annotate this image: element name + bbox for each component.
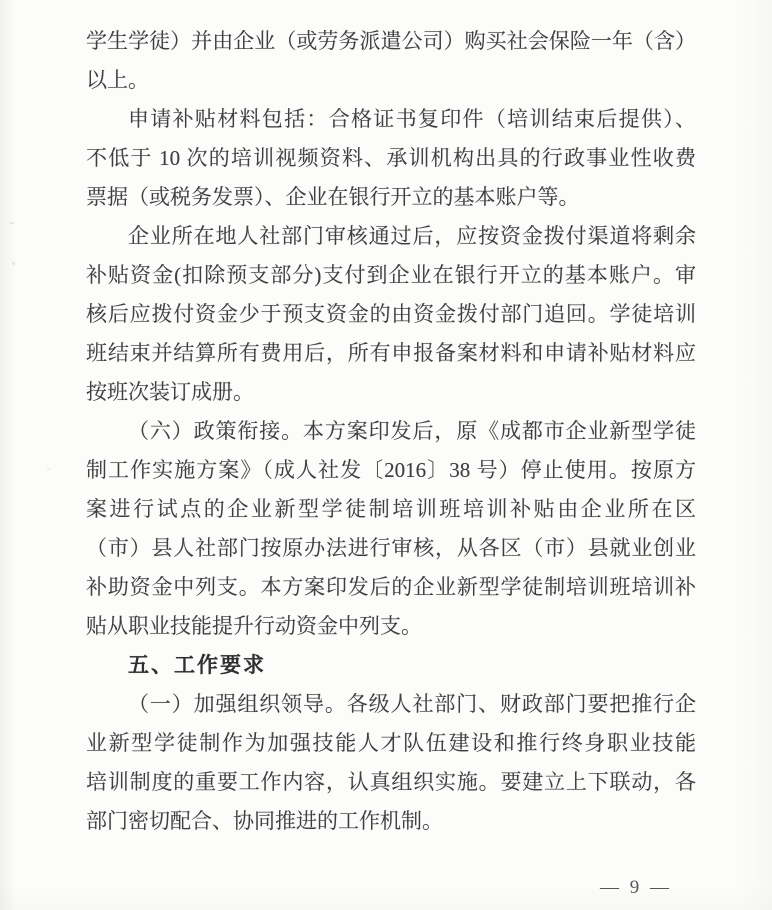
text-line: 补助资金中列支。本方案印发后的企业新型学徒制培训班培训补	[86, 575, 696, 599]
document-body	[86, 22, 696, 841]
text-line: 补贴资金(扣除预支部分)支付到企业在银行开立的基本账户。审	[86, 263, 696, 287]
text-line: （一）加强组织领导。各级人社部门、财政部门要把推行企	[128, 692, 696, 716]
text-line: 企业所在地人社部门审核通过后，应按资金拨付渠道将剩余	[128, 224, 696, 248]
text-line: （六）政策衔接。本方案印发后，原《成都市企业新型学徒	[128, 419, 696, 443]
page-number: — 9 —	[600, 877, 672, 898]
text-line: 班结束并结算所有费用后，所有申报备案材料和申请补贴材料应	[86, 341, 696, 365]
text-line: 不低于 10 次的培训视频资料、承训机构出具的行政事业性收费	[86, 146, 696, 170]
text-line: 制工作实施方案》（成人社发〔2016〕38 号）停止使用。按原方	[86, 458, 696, 482]
text-line: 票据（或税务发票）、企业在银行开立的基本账户等。	[86, 185, 580, 209]
text-line: 申请补贴材料包括：合格证书复印件（培训结束后提供）、	[128, 107, 696, 131]
scan-speck	[47, 468, 50, 470]
text-line: 贴从职业技能提升行动资金中列支。	[86, 614, 422, 638]
text-line: 培训制度的重要工作内容，认真组织实施。要建立上下联动，各	[86, 770, 696, 794]
scan-speck	[10, 222, 14, 224]
text-line: （市）县人社部门按原办法进行审核，从各区（市）县就业创业	[86, 536, 696, 560]
text-line: 案进行试点的企业新型学徒制培训班培训补贴由企业所在区	[86, 497, 696, 521]
text-line: 部门密切配合、协同推进的工作机制。	[86, 809, 443, 833]
text-line: 核后应拨付资金少于预支资金的由资金拨付部门追回。学徒培训	[86, 302, 696, 326]
section-heading: 五、工作要求	[128, 654, 266, 677]
text-line: 学生学徒）并由企业（或劳务派遣公司）购买社会保险一年（含）	[86, 29, 696, 53]
text-line: 以上。	[86, 68, 149, 92]
scan-speck	[12, 262, 15, 265]
text-line: 业新型学徒制作为加强技能人才队伍建设和推行终身职业技能	[86, 731, 696, 755]
text-line: 按班次装订成册。	[86, 380, 254, 404]
